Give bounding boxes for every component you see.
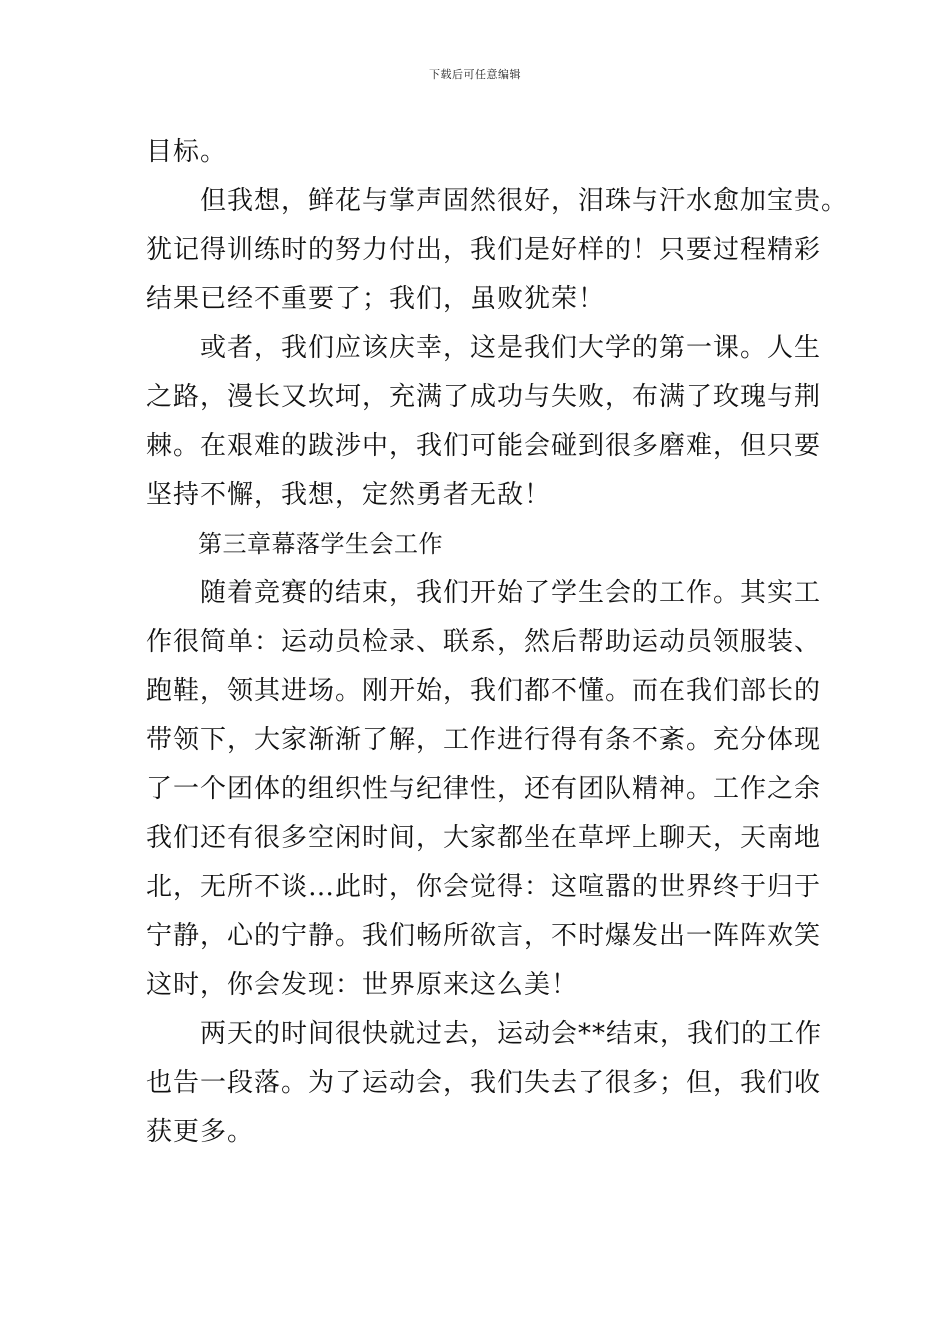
text-line: 犹记得训练时的努力付出，我们是好样的！只要过程精彩 — [146, 235, 822, 265]
paragraph-start-line: 随着竞赛的结束，我们开始了学生会的工作。其实工 — [200, 578, 822, 608]
text-line: 带领下，大家渐渐了解，工作进行得有条不紊。充分体现 — [146, 725, 822, 755]
text-line: 获更多。 — [146, 1117, 255, 1147]
text-line: 跑鞋，领其进场。刚开始，我们都不懂。而在我们部长的 — [146, 676, 822, 706]
text-line: 也告一段落。为了运动会，我们失去了很多；但，我们收 — [146, 1068, 822, 1098]
text-line: 目标。 — [146, 137, 228, 167]
text-line: 北，无所不谈…此时，你会觉得：这喧嚣的世界终于归于 — [146, 872, 822, 902]
text-line: 作很简单：运动员检录、联系，然后帮助运动员领服装、 — [146, 627, 822, 657]
text-line: 之路，漫长又坎坷，充满了成功与失败，布满了玫瑰与荆 — [146, 382, 822, 412]
text-line: 了一个团体的组织性与纪律性，还有团队精神。工作之余 — [146, 774, 822, 804]
text-line: 我们还有很多空闲时间，大家都坐在草坪上聊天，天南地 — [146, 823, 822, 853]
document-body — [146, 128, 849, 1157]
page-header-note: 下载后可任意编辑 — [429, 68, 521, 81]
paragraph-start-line: 或者，我们应该庆幸，这是我们大学的第一课。人生 — [200, 333, 822, 363]
text-line: 宁静，心的宁静。我们畅所欲言，不时爆发出一阵阵欢笑 — [146, 921, 822, 951]
paragraph-start-line: 但我想，鲜花与掌声固然很好，泪珠与汗水愈加宝贵。 — [200, 186, 849, 216]
text-line: 坚持不懈，我想，定然勇者无敌！ — [146, 480, 552, 510]
text-line: 棘。在艰难的跋涉中，我们可能会碰到很多磨难，但只要 — [146, 431, 822, 461]
chapter-heading: 第三章幕落学生会工作 — [198, 530, 443, 558]
text-line: 结果已经不重要了；我们，虽败犹荣！ — [146, 284, 606, 314]
text-line: 这时，你会发现：世界原来这么美！ — [146, 970, 579, 1000]
paragraph-start-line: 两天的时间很快就过去，运动会**结束，我们的工作 — [200, 1019, 823, 1049]
